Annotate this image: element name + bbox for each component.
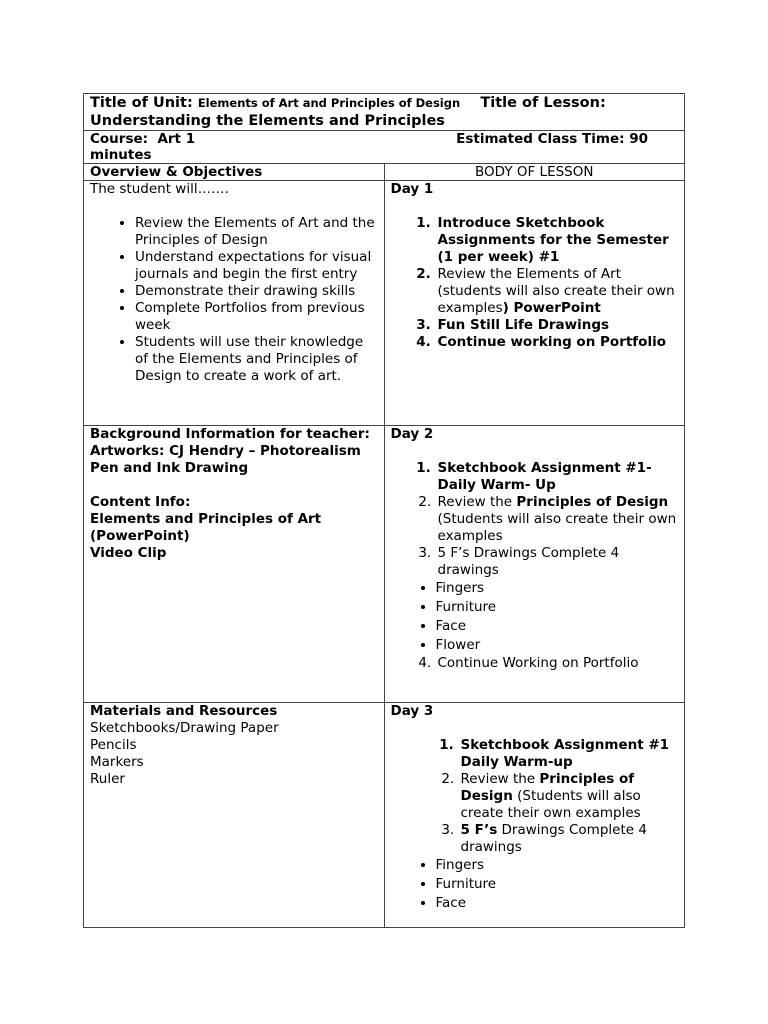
course-cell: [84, 131, 685, 164]
objective-item: • Review the Elements of Art and the Principles of Design: [135, 215, 378, 249]
day1-list: [391, 215, 679, 351]
day3-item: [459, 771, 679, 822]
day1-item: 1. Introduce Sketchbook Assignments for the Semester (1 per week) #1: [436, 215, 679, 266]
materials-item: Pencils: [90, 737, 137, 753]
day3-item-text: (Students will also create their own examples: [460, 788, 641, 821]
background-artworks: Artworks: CJ Hendry – Photorealism Pen and Ink Drawing: [90, 443, 361, 476]
objective-item: • Students will use their knowledge of the Elements and Principles of Design to create a work of art.: [135, 334, 378, 385]
content-info-item: Video Clip: [90, 545, 167, 561]
unit-title: Elements of Art and Principles of Design: [197, 96, 461, 110]
lesson-label: Title of Lesson:: [480, 95, 606, 111]
day2-list-cont: [391, 655, 679, 672]
day2-item: 4. Continue Working on Portfolio: [436, 655, 679, 672]
day1-item: [436, 266, 679, 317]
content-info-title: Content Info:: [90, 494, 191, 510]
class-time-unit: minutes: [90, 147, 152, 163]
column-header-body: BODY OF LESSON: [384, 164, 685, 181]
day2-item-text: Review the: [437, 494, 517, 510]
content-info-item: Elements and Principles of Art (PowerPoint): [90, 511, 322, 544]
objective-item: • Demonstrate their drawing skills: [135, 283, 378, 300]
background-title: Background Information for teacher:: [90, 426, 370, 442]
column-header-overview: Overview & Objectives: [84, 164, 385, 181]
day3-item-text: Review the: [460, 771, 540, 787]
day2-item: [436, 494, 679, 545]
background-cell: [84, 426, 385, 703]
lesson-plan-document: [83, 93, 685, 928]
day3-item-bold: 5 F’s: [460, 822, 498, 838]
day1-item-bold: ) PowerPoint: [502, 300, 601, 316]
materials-item: Sketchbooks/Drawing Paper: [90, 720, 279, 736]
class-time-label: Estimated Class Time: 90: [456, 131, 648, 147]
materials-cell: [84, 703, 385, 928]
objectives-intro: The student will…….: [90, 181, 229, 197]
day1-item: 4. Continue working on Portfolio: [436, 334, 679, 351]
day3-item-bold: Principles of Design: [460, 771, 635, 804]
day2-cell: [384, 426, 685, 703]
day2-list: [391, 460, 679, 579]
day3-bullet: • Face: [436, 894, 679, 913]
day2-item-text: (Students will also create their own examples: [437, 511, 677, 544]
lesson-title: Understanding the Elements and Principles: [90, 113, 445, 129]
unit-label: Title of Unit:: [90, 95, 193, 111]
day3-bullet: • Fingers: [436, 856, 679, 875]
day3-list: [391, 737, 679, 856]
day3-item: [459, 822, 679, 856]
course-value: Art 1: [157, 131, 196, 147]
day2-f-list: [391, 579, 679, 655]
objective-item: • Complete Portfolios from previous week: [135, 300, 378, 334]
materials-title: Materials and Resources: [90, 703, 278, 719]
day1-cell: [384, 181, 685, 426]
day2-bullet: • Fingers: [436, 579, 679, 598]
lesson-plan-table: [83, 93, 685, 928]
day2-item: 1. Sketchbook Assignment #1- Daily Warm- Up: [436, 460, 679, 494]
day2-bullet: • Flower: [436, 636, 679, 655]
day2-bullet: • Furniture: [436, 598, 679, 617]
day2-bullet: • Face: [436, 617, 679, 636]
day3-title: Day 3: [390, 703, 434, 719]
materials-item: Ruler: [90, 771, 125, 787]
title-cell: [84, 94, 685, 131]
day3-bullet: • Furniture: [436, 875, 679, 894]
objectives-cell: [84, 181, 385, 426]
objective-item: • Understand expectations for visual journals and begin the first entry: [135, 249, 378, 283]
day2-item: 3. 5 F’s Drawings Complete 4 drawings: [436, 545, 679, 579]
day2-title: Day 2: [390, 426, 434, 442]
objectives-list: [90, 215, 378, 385]
day1-title: Day 1: [390, 181, 434, 197]
day3-f-list: [391, 856, 679, 913]
course-label: Course:: [90, 131, 149, 147]
day2-item-bold: Principles of Design: [516, 494, 669, 510]
day3-item: 1. Sketchbook Assignment #1 Daily Warm-up: [459, 737, 679, 771]
day1-item: 3. Fun Still Life Drawings: [436, 317, 679, 334]
day1-item-text: Review the Elements of Art (students will also create their own examples: [437, 266, 675, 316]
day3-cell: [384, 703, 685, 928]
day3-item-text: Drawings Complete 4 drawings: [460, 822, 647, 855]
materials-item: Markers: [90, 754, 144, 770]
